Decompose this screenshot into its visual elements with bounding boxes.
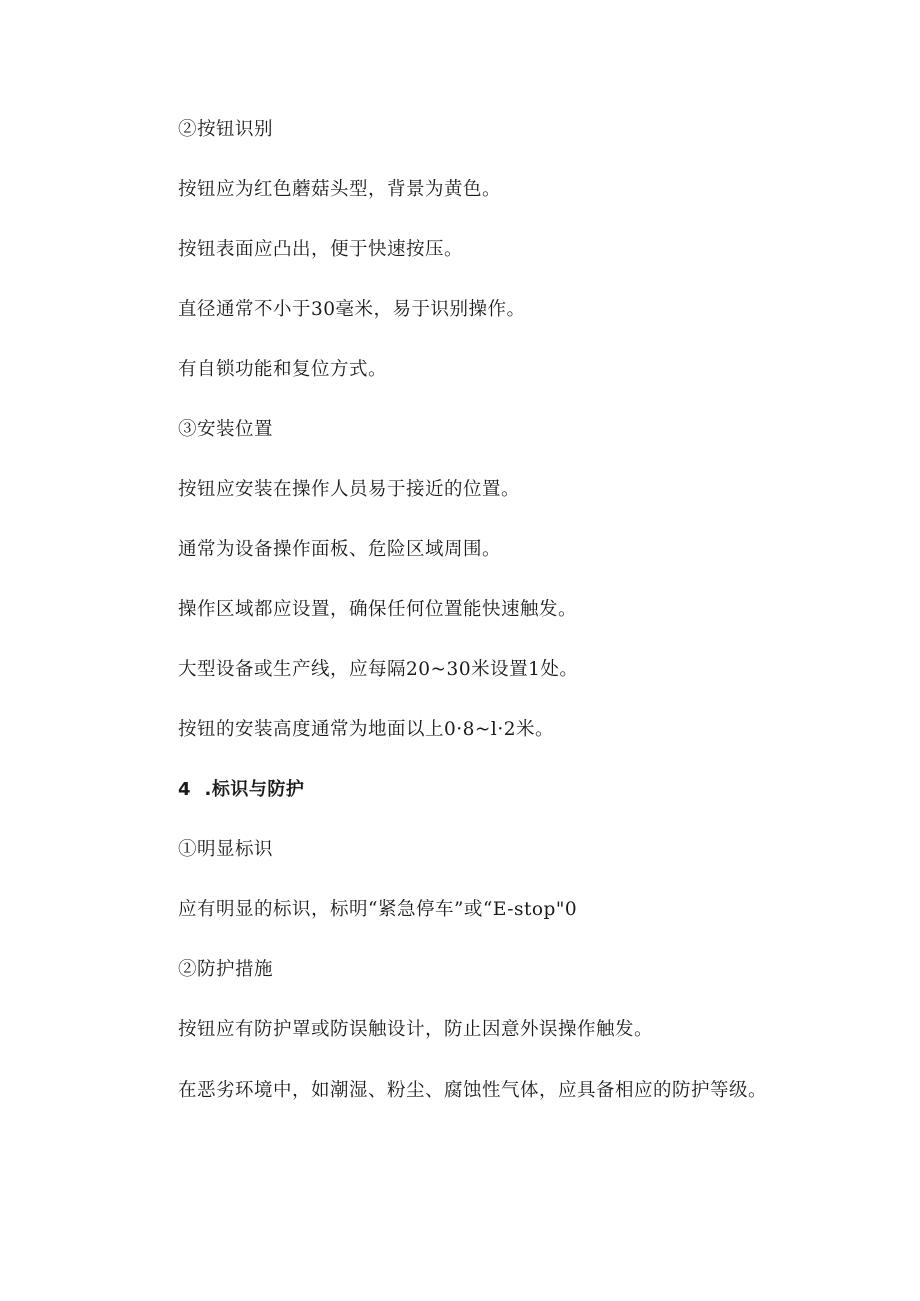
paragraph-line: 应有明显的标识，标明“紧急停车”或“E-stop"0 [178,899,578,920]
paragraph-line: 按钮应有防护罩或防误触设计，防止因意外误操作触发。 [178,1019,654,1040]
paragraph-line: 按钮应为红色蘑菇头型，背景为黄色。 [178,179,502,200]
paragraph-harsh-environment: 在恶劣环境中，如潮湿、粉尘、腐蚀性气体，应具备相应的防护等级。 [178,1080,768,1101]
subheading-install-location: ③安装位置 [178,419,274,440]
paragraph-line: 大型设备或生产线，应每隔20~30米设置1处。 [178,659,579,680]
paragraph-line: 通常为设备操作面板、危险区域周围。 [178,539,502,560]
section-heading-marking-protection: 4 .标识与防护 [178,779,305,800]
paragraph-line: 按钮应安装在操作人员易于接近的位置。 [178,479,521,500]
paragraph-line: 有自锁功能和复位方式。 [178,359,388,380]
paragraph-line: 按钮表面应凸出，便于快速按压。 [178,239,464,260]
subheading-button-identification: ②按钮识别 [178,119,274,140]
paragraph-line: 操作区域都应设置，确保任何位置能快速触发。 [178,599,578,620]
subheading-protective-measures: ②防护措施 [178,959,274,980]
paragraph-line: 按钮的安装高度通常为地面以上0·8~l·2米。 [178,719,554,740]
subheading-clear-marking: ①明显标识 [178,839,274,860]
paragraph-line: 直径通常不小于30毫米，易于识别操作。 [178,299,526,320]
